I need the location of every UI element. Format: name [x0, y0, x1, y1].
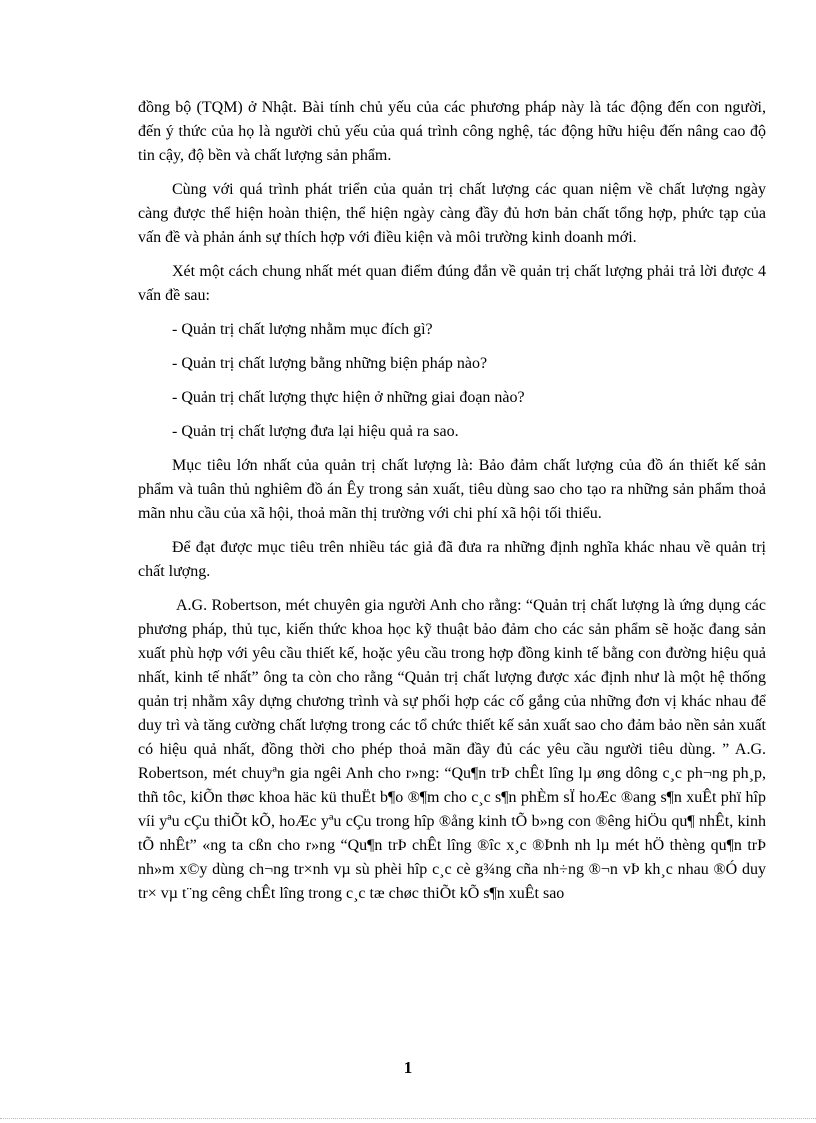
- body-text: [138, 96, 766, 906]
- paragraph-continuation: đồng bộ (TQM) ở Nhật. Bài tính chủ yếu của các phương pháp này là tác động đến con người, đến ý thức của họ là người chủ yếu của quá trình công nghệ, tác động hữu hiệu đến nâng cao độ tin cậy, độ bền và chất lượng sản phẩm.: [138, 99, 766, 164]
- paragraph-four-questions-intro: Xét một cách chung nhất mét quan điểm đúng đắn về quản trị chất lượng phải trả lời được 4 vấn đề sau:: [138, 263, 766, 304]
- question-item: - Quản trị chất lượng nhằm mục đích gì?: [172, 321, 433, 338]
- paragraph-quality-concept: Cùng với quá trình phát triển của quản trị chất lượng các quan niệm về chất lượng ngày càng được thể hiện hoàn thiện, thể hiện ngày càng đầy đủ hơn bản chất tổng hợp, phức tạp của vấn đề và phản ánh sự thích hợp với điều kiện và môi trường kinh doanh mới.: [138, 181, 766, 246]
- page-number: 1: [403, 1058, 413, 1077]
- page-bottom-divider: [0, 1118, 816, 1119]
- question-item: - Quản trị chất lượng đưa lại hiệu quả ra sao.: [172, 423, 459, 440]
- paragraph-definitions-intro: Để đạt được mục tiêu trên nhiều tác giả đã đưa ra những định nghĩa khác nhau về quản trị chất lượng.: [138, 539, 766, 580]
- question-item: - Quản trị chất lượng bằng những biện pháp nào?: [172, 355, 488, 372]
- paragraph-robertson-quote: A.G. Robertson, mét chuyên gia người Anh cho rằng: “Quản trị chất lượng là ứng dụng các phương pháp, thủ tục, kiến thức khoa học kỹ thuật bảo đảm cho các sản phẩm sẽ hoặc đang sản xuất phù hợp với yêu cầu thiết kế, hoặc yêu cầu trong hợp đồng kinh tế bằng con đường hiệu quả nhất, kinh tế nhất” ông ta còn cho rằng “Quản trị chất lượng được xác định như là một hệ thống quản trị nhằm xây dựng chương trình và sự phối hợp các cố gắng của những đơn vị khác nhau để duy trì và tăng cường chất lượng trong các tổ chức thiết kế sản xuất sao cho đảm bảo nền sản xuất có hiệu quả nhất, đồng thời cho phép thoả mãn đầy đủ các yêu cầu người tiêu dùng. ” A.G. Robertson, mét chuyªn gia ngêi Anh cho r»ng: “Qu¶n trÞ chÊt lîng lµ øng dông c¸c ph¬ng ph¸p, thñ tôc, kiÕn thøc khoa häc kü thuËt b¶o ®¶m cho c¸c s¶n phÈm sÏ hoÆc ®ang s¶n xuÊt phï hîp víi yªu cÇu thiÕt kÕ, hoÆc yªu cÇu trong hîp ®ång kinh tÕ b»ng con ®êng hiÖu qu¶ nhÊt, kinh tÕ nhÊt” «ng ta cßn cho r»ng “Qu¶n trÞ chÊt lîng ®îc x¸c ®Þnh nh lµ mét hÖ thèng qu¶n trÞ nh»m x©y dùng ch¬ng tr×nh vµ sù phèi hîp c¸c cè g¾ng cña nh÷ng ®¬n vÞ kh¸c nhau ®Ó duy tr× vµ t¨ng cêng chÊt lîng trong c¸c tæ chøc thiÕt kÕ s¶n xuÊt sao: [138, 597, 766, 902]
- paragraph-main-goal: Mục tiêu lớn nhất của quản trị chất lượng là: Bảo đảm chất lượng của đồ án thiết kế sản phẩm và tuân thủ nghiêm đồ án Êy trong sản xuất, tiêu dùng sao cho tạo ra những sản phẩm thoả mãn nhu cầu của xã hội, thoả mãn thị trường với chi phí xã hội tối thiểu.: [138, 457, 766, 522]
- question-item: - Quản trị chất lượng thực hiện ở những giai đoạn nào?: [172, 389, 525, 406]
